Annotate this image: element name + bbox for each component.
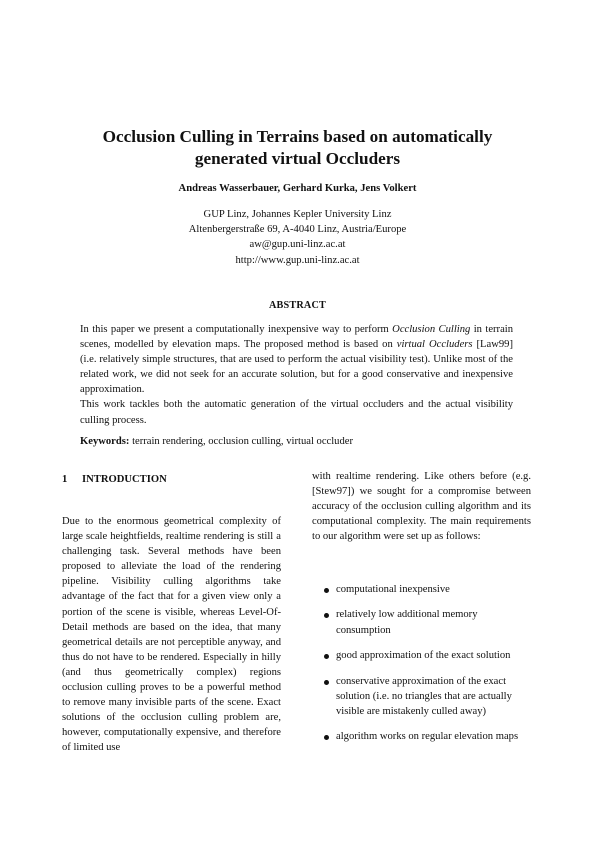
list-item (312, 674, 531, 719)
bullet-icon (324, 735, 329, 740)
affiliation-address: Altenbergerstraße 69, A-4040 Linz, Austria/Europe (188, 224, 407, 236)
paper-title-line-1: Occlusion Culling in Terrains based on automatically (102, 127, 493, 146)
introduction-paragraph-left: Due to the enormous geometrical complexity of large scale heightfields, realtime rendering is still a challenging task. Several methods have been proposed to alleviate the load of the rendering pipeline. Visibility culling algorithms take advantage of the fact that for a given view only a portion of the scene is visible, whereas Level-Of-Detail methods are based on the idea, that many geometrical details are not perceptible anyway, and thus do not have to be rendered. Especially in hilly (and thus geometrically complex) regions occlusion culling proves to be a powerful method to remove many invisible parts of the scene. Exact solutions of the occlusion culling problem are, however, computationally expensive, and therefore of limited use (62, 516, 281, 754)
paper-title-line-2: generated virtual Occluders (194, 149, 401, 168)
section-title: INTRODUCTION (82, 474, 167, 485)
abstract-emphasis-virtual-occluders: virtual Occluders (396, 339, 473, 351)
bullet-icon (324, 588, 329, 593)
abstract-paragraph-2: This work tackles both the automatic generation of the virtual occluders and the actual visibility culling process. (80, 399, 513, 426)
requirements-list (312, 582, 531, 755)
abstract-text-segment: [Law99] (i.e. relatively simple structures, that are used to perform the actual visibility test). Unlike most of the related work, we did not seek for an accurate solution, but for a good conservative and inexpensive approximation. (80, 339, 513, 396)
right-column (312, 469, 531, 544)
abstract-paragraph-1 (80, 322, 513, 397)
abstract-body (80, 322, 513, 428)
abstract-emphasis-occlusion-culling: Occlusion Culling (392, 324, 471, 335)
affiliation-institution: GUP Linz, Johannes Kepler University Linz (203, 209, 392, 220)
list-item (312, 582, 531, 597)
list-item-text: conservative approximation of the exact solution (i.e. no triangles that are actually visible are mistakenly culled away) (336, 675, 512, 717)
list-item-text: relatively low additional memory consumption (336, 609, 478, 636)
left-column (62, 514, 281, 756)
section-number: 1 (62, 474, 68, 485)
list-item-text: computational inexpensive (336, 584, 450, 595)
bullet-icon (324, 680, 329, 685)
author-list: Andreas Wasserbauer, Gerhard Kurka, Jens Volkert (178, 183, 417, 194)
section-heading-introduction (62, 474, 167, 485)
affiliation-url[interactable]: http://www.gup.uni-linz.ac.at (235, 254, 360, 266)
list-item-text: good approximation of the exact solution (336, 650, 511, 662)
keywords-line (80, 434, 513, 449)
list-item-text: algorithm works on regular elevation maps (336, 731, 519, 743)
bullet-icon (324, 613, 329, 618)
paper-title (60, 126, 535, 170)
introduction-paragraph-right: with realtime rendering. Like others before (e.g.[Stew97]) we sought for a compromise between accuracy of the occlusion culling algorithm and its computational complexity. The main requirements to our algorithm were set up as follows: (312, 471, 531, 543)
abstract-text-segment: in terrain scenes, modelled by elevation maps. The proposed method is based on (80, 324, 514, 351)
keywords-text: terrain rendering, occlusion culling, virtual occluder (129, 436, 354, 447)
keywords-label: Keywords: (80, 436, 130, 447)
abstract-heading: ABSTRACT (268, 300, 327, 311)
affiliation-email[interactable]: aw@gup.uni-linz.ac.at (249, 239, 346, 251)
list-item (312, 648, 531, 663)
bullet-icon (324, 654, 329, 659)
list-item (312, 729, 531, 744)
list-item (312, 607, 531, 637)
abstract-text-segment: In this paper we present a computationally inexpensive way to perform (80, 324, 393, 335)
affiliation-block (60, 207, 535, 268)
